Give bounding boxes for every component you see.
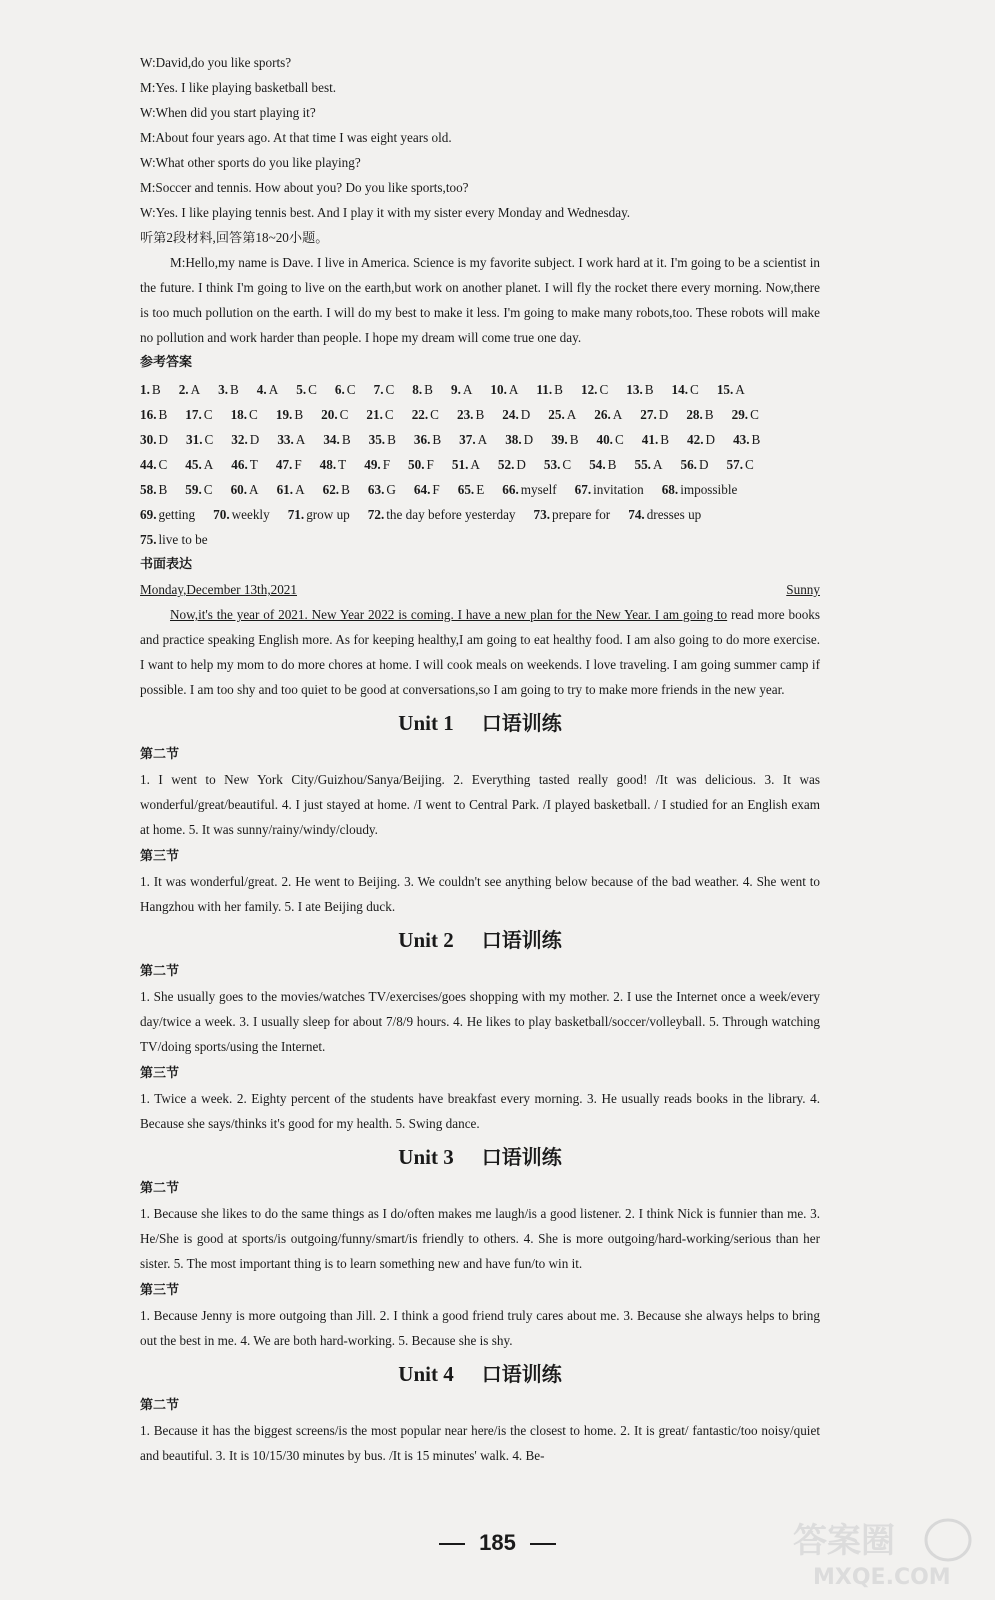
watermark-graphic	[926, 1520, 970, 1560]
answer-item	[140, 452, 167, 477]
answer-item	[231, 427, 259, 452]
answer-item	[213, 502, 270, 527]
answer-value: C	[750, 407, 759, 422]
answer-number: 11.	[536, 382, 553, 397]
answer-item	[335, 377, 356, 402]
answer-value: F	[432, 482, 440, 497]
answer-value: A	[612, 407, 623, 422]
answer-item	[323, 477, 350, 502]
answer-value: B	[607, 457, 617, 472]
answer-item	[364, 452, 390, 477]
answer-value: C	[599, 382, 609, 397]
answer-item	[408, 452, 434, 477]
answer-number: 45.	[185, 457, 202, 472]
dialogue-line: W:What other sports do you like playing?	[140, 155, 361, 170]
dash-left	[439, 1543, 465, 1545]
answer-number: 50.	[408, 457, 425, 472]
answer-value: A	[652, 457, 663, 472]
answer-value: D	[158, 432, 169, 447]
answer-number: 17.	[185, 407, 202, 422]
answer-number: 19.	[275, 407, 293, 422]
answer-item	[231, 452, 258, 477]
writing-author: Sunny	[786, 582, 820, 597]
answer-item	[296, 377, 317, 402]
answer-value: prepare for	[552, 507, 611, 522]
answer-value: B	[294, 407, 304, 422]
answer-item	[575, 477, 644, 502]
answer-value: D	[698, 457, 709, 472]
answer-value: C	[346, 382, 356, 397]
answer-value: C	[158, 457, 168, 472]
answer-item	[374, 377, 395, 402]
answer-value: the day before yesterday	[386, 507, 516, 522]
unit-label: Unit 4	[398, 1362, 454, 1386]
answer-item	[369, 427, 396, 452]
answer-number: 1.	[140, 382, 150, 397]
answer-item	[321, 402, 348, 427]
section-heading: 第三节	[140, 1283, 180, 1298]
answer-value: invitation	[593, 482, 644, 497]
answer-item	[634, 452, 662, 477]
section-text: 1. Twice a week. 2. Eighty percent of the students have breakfast every morning. 3. He usually reads books in the library. 4. Because she says/thinks it's good for my health. 5. Swing dance.	[140, 1091, 820, 1131]
answer-value: C	[308, 382, 317, 397]
answer-number: 37.	[459, 432, 476, 447]
answer-value: B	[475, 407, 485, 422]
answer-item	[140, 477, 167, 502]
answer-number: 15.	[716, 382, 734, 397]
answer-number: 38.	[505, 432, 522, 447]
answer-key	[140, 377, 820, 552]
answer-number: 12.	[580, 382, 598, 397]
answer-value: T	[338, 457, 347, 472]
answer-value: dresses up	[646, 507, 702, 522]
answer-value: B	[660, 432, 670, 447]
answer-item	[628, 502, 701, 527]
writing-first-line: Now,it's the year of 2021. New Year 2022 is coming. I have a new plan for the New Year. I am going to	[170, 607, 728, 622]
answer-value: D	[523, 432, 534, 447]
watermark-en: MXQE.COM	[813, 1565, 951, 1590]
material-2-heading: 听第2段材料,回答第18~20小题。	[140, 230, 329, 245]
answer-number: 29.	[731, 407, 749, 422]
answers-heading: 参考答案	[140, 355, 193, 370]
answer-value: weekly	[231, 507, 270, 522]
answer-number: 13.	[626, 382, 643, 397]
answer-value: C	[339, 407, 349, 422]
dialogue-line: W:David,do you like sports?	[140, 55, 292, 70]
answer-value: A	[295, 482, 305, 497]
answer-item	[534, 502, 611, 527]
answer-number: 30.	[140, 432, 157, 447]
answer-item	[687, 427, 715, 452]
answer-item	[626, 377, 653, 402]
answer-item	[412, 402, 439, 427]
answer-number: 51.	[451, 457, 469, 472]
answer-value: B	[554, 382, 563, 397]
answer-item	[186, 427, 213, 452]
dialogue	[140, 50, 820, 225]
unit-title	[140, 923, 820, 957]
answer-number: 52.	[497, 457, 515, 472]
answer-value: F	[426, 457, 434, 472]
page-number-text: 185	[479, 1530, 516, 1555]
unit-subtitle: 口语训练	[481, 1145, 562, 1169]
answer-number: 20.	[321, 407, 338, 422]
dialogue-line: M:Yes. I like playing basketball best.	[140, 80, 337, 95]
answer-number: 69.	[140, 507, 157, 522]
unit-subtitle: 口语训练	[481, 1362, 562, 1386]
answer-value: A	[508, 382, 519, 397]
answer-item	[459, 427, 487, 452]
answer-number: 65.	[457, 482, 475, 497]
section-text: 1. Because she likes to do the same things as I do/often makes me laugh/is a good listener. 2. I think Nick is funnier than me. 3. He/She is good at sports/is outgoing/funny/smart/is friendly to others. 4. She is more outgoing/hard-working/serious than her sister. 5. The most important thing is to learn something new and have fun/to win it.	[140, 1206, 820, 1271]
answer-value: C	[430, 407, 439, 422]
answer-item	[288, 502, 350, 527]
answer-item	[452, 452, 480, 477]
answer-number: 54.	[589, 457, 606, 472]
section-text: 1. She usually goes to the movies/watches TV/exercises/goes shopping with my mother. 2. I use the Internet once a week/every day/twice a week. 3. I usually sleep for about 7/8/9 hours. 4. He likes to play basketball/soccer/volleyball. 5. Through watching TV/doing sports/using the Internet.	[140, 989, 820, 1054]
answer-item	[257, 377, 278, 402]
answer-value: B	[644, 382, 654, 397]
section-heading: 第三节	[140, 849, 180, 864]
answer-item	[498, 452, 526, 477]
answer-item	[717, 377, 745, 402]
section-text: 1. Because Jenny is more outgoing than Jill. 2. I think a good friend truly cares about me. 3. Because she always helps to bring out the best in me. 4. We are both hard-working. 5. Because she is shy.	[140, 1308, 820, 1348]
answer-item	[548, 402, 576, 427]
answer-value: B	[569, 432, 579, 447]
answer-item	[581, 377, 608, 402]
answer-number: 23.	[456, 407, 474, 422]
answer-value: A	[477, 432, 488, 447]
answer-value: D	[249, 432, 260, 447]
answer-item	[277, 427, 305, 452]
answer-item	[727, 452, 754, 477]
answer-row	[140, 452, 820, 477]
answer-row	[140, 477, 820, 502]
answer-value: C	[249, 407, 258, 422]
writing-essay	[140, 602, 820, 702]
answer-item	[732, 402, 759, 427]
answer-value: B	[341, 482, 350, 497]
answer-number: 28.	[686, 407, 703, 422]
unit-label: Unit 1	[398, 711, 454, 735]
answer-item	[640, 402, 668, 427]
unit-subtitle: 口语训练	[481, 928, 562, 952]
answer-number: 68.	[661, 482, 679, 497]
answer-value: D	[516, 457, 526, 472]
answer-number: 10.	[490, 382, 507, 397]
answer-item	[323, 427, 350, 452]
answer-item	[185, 477, 212, 502]
answer-value: A	[470, 457, 480, 472]
answer-number: 58.	[140, 482, 157, 497]
answer-number: 16.	[140, 407, 157, 422]
answer-item	[502, 477, 556, 502]
answer-item	[680, 452, 708, 477]
answer-item	[140, 377, 161, 402]
section-heading: 第二节	[140, 1398, 180, 1413]
answer-item	[686, 402, 713, 427]
answer-item	[276, 452, 302, 477]
answer-number: 41.	[641, 432, 659, 447]
watermark-logo	[783, 1512, 983, 1592]
answer-item	[179, 377, 200, 402]
answer-row	[140, 377, 820, 402]
answer-number: 56.	[680, 457, 697, 472]
answer-item	[276, 402, 303, 427]
answer-number: 73.	[533, 507, 550, 522]
answer-item	[502, 402, 530, 427]
answer-item	[589, 452, 616, 477]
unit-label: Unit 3	[398, 1145, 454, 1169]
dialogue-line: W:When did you start playing it?	[140, 105, 316, 120]
writing-heading: 书面表达	[140, 557, 193, 572]
answer-item	[277, 477, 305, 502]
answer-item	[544, 452, 571, 477]
answer-value: getting	[158, 507, 196, 522]
answer-number: 40.	[596, 432, 613, 447]
page-content	[140, 50, 820, 1468]
answer-item	[414, 477, 440, 502]
answer-number: 39.	[551, 432, 568, 447]
answer-number: 5.	[296, 382, 307, 397]
answer-item	[536, 377, 563, 402]
answer-number: 75.	[140, 532, 157, 547]
answer-value: impossible	[680, 482, 738, 497]
answer-value: B	[387, 432, 396, 447]
answer-number: 42.	[687, 432, 704, 447]
answer-number: 63.	[367, 482, 385, 497]
answer-value: grow up	[306, 507, 350, 522]
unit-title	[140, 706, 820, 740]
answer-number: 25.	[548, 407, 565, 422]
answer-value: G	[386, 482, 396, 497]
answer-item	[451, 377, 472, 402]
answer-value: B	[230, 382, 239, 397]
answer-number: 9.	[450, 382, 461, 397]
answer-number: 46.	[231, 457, 248, 472]
answer-item	[140, 402, 167, 427]
answer-number: 64.	[413, 482, 431, 497]
answer-item	[231, 477, 259, 502]
answer-number: 72.	[367, 507, 385, 522]
answer-value: D	[705, 432, 716, 447]
answer-number: 44.	[140, 457, 157, 472]
answer-value: B	[158, 407, 168, 422]
answer-value: A	[735, 382, 745, 397]
answer-row	[140, 427, 820, 452]
answer-item	[218, 377, 239, 402]
answer-value: B	[704, 407, 714, 422]
answer-number: 14.	[671, 382, 689, 397]
answer-number: 61.	[276, 482, 294, 497]
answer-row	[140, 402, 820, 427]
units	[140, 706, 820, 1468]
answer-value: A	[268, 382, 279, 397]
answer-number: 35.	[368, 432, 386, 447]
answer-item	[733, 427, 760, 452]
section-text: 1. It was wonderful/great. 2. He went to Beijing. 3. We couldn't see anything below because of the bad weather. 4. She went to Hangzhou with her family. 5. I ate Beijing duck.	[140, 874, 820, 914]
answer-item	[505, 427, 533, 452]
answer-item	[594, 402, 622, 427]
answer-item	[185, 452, 213, 477]
answer-item	[457, 402, 484, 427]
answer-value: C	[690, 382, 699, 397]
answer-item	[231, 402, 258, 427]
answer-value: E	[476, 482, 485, 497]
answer-value: C	[385, 382, 395, 397]
answer-item	[412, 377, 433, 402]
answer-number: 26.	[594, 407, 611, 422]
answer-number: 22.	[411, 407, 429, 422]
answer-item	[551, 427, 578, 452]
answer-value: A	[203, 457, 214, 472]
dialogue-line: M:About four years ago. At that time I was eight years old.	[140, 130, 452, 145]
answer-value: C	[614, 432, 624, 447]
answer-value: D	[658, 407, 669, 422]
answer-number: 2.	[178, 382, 189, 397]
answer-item	[366, 402, 393, 427]
answer-number: 66.	[502, 482, 519, 497]
section-text: 1. I went to New York City/Guizhou/Sanya/Beijing. 2. Everything tasted really good! /It was delicious. 3. It was wonderful/great/beautiful. 4. I just stayed at home. /I went to Central Park. /I played basketball. / I studied for an English exam at home. 5. It was sunny/rainy/windy/cloudy.	[140, 772, 820, 837]
dialogue-line: M:Soccer and tennis. How about you? Do you like sports,too?	[140, 180, 469, 195]
section-heading: 第二节	[140, 964, 180, 979]
section-heading: 第三节	[140, 1066, 180, 1081]
answer-number: 6.	[334, 382, 345, 397]
answer-value: A	[295, 432, 306, 447]
section-heading: 第二节	[140, 747, 180, 762]
answer-number: 57.	[726, 457, 743, 472]
answer-item	[490, 377, 518, 402]
answer-number: 53.	[543, 457, 561, 472]
answer-number: 36.	[413, 432, 431, 447]
answer-value: D	[520, 407, 531, 422]
answer-number: 18.	[230, 407, 248, 422]
answer-item	[140, 502, 195, 527]
section-text: 1. Because it has the biggest screens/is the most popular near here/is the closest to home. 2. It is great/ fantastic/too noisy/quiet and beautiful. 3. It is 10/15/30 minutes by bus. /It is 15 minutes' walk. 4. Be-	[140, 1423, 820, 1463]
answer-value: B	[158, 482, 168, 497]
answer-item	[368, 477, 396, 502]
watermark-cn: 答案圈	[793, 1521, 895, 1561]
answer-number: 32.	[231, 432, 248, 447]
answer-value: C	[203, 482, 213, 497]
answer-value: B	[341, 432, 351, 447]
answer-value: B	[751, 432, 761, 447]
answer-number: 49.	[364, 457, 381, 472]
answer-number: 43.	[733, 432, 750, 447]
answer-value: A	[566, 407, 577, 422]
answer-number: 62.	[322, 482, 340, 497]
answer-item	[320, 452, 347, 477]
answer-item	[185, 402, 212, 427]
answer-number: 4.	[256, 382, 267, 397]
monologue-paragraph: M:Hello,my name is Dave. I live in America. Science is my favorite subject. I work hard at it. I'm going to be a scientist in the future. I think I'm going to live on the earth,but work on another planet. I will fly the rocket there every morning. Now,there is too much pollution on the earth. I will do my best to make it less. I'm going to make many robots,too. These robots will make no pollution and work harder than people. I hope my dream will come true one day.	[140, 255, 820, 345]
answer-number: 74.	[628, 507, 645, 522]
answer-value: C	[744, 457, 754, 472]
answer-item	[140, 427, 168, 452]
answer-number: 47.	[275, 457, 293, 472]
answer-value: live to be	[158, 532, 208, 547]
answer-value: B	[151, 382, 161, 397]
answer-number: 34.	[323, 432, 340, 447]
answer-value: C	[204, 432, 214, 447]
answer-row	[140, 502, 820, 527]
writing-body: read more books and practice speaking English more. As for keeping healthy,I am going to eat healthy food. I am also going to do more exercise. I want to help my mom to do more chores at home. I will cook meals on weekends. I love traveling. I am going summer camp if possible. I am too shy and too quiet to be good at conversations,so I am going to try to make more friends in the new year.	[140, 607, 821, 697]
dash-right	[530, 1543, 556, 1545]
answer-number: 59.	[185, 482, 202, 497]
section-heading: 第二节	[140, 1181, 180, 1196]
unit-title	[140, 1357, 820, 1391]
answer-row	[140, 527, 820, 552]
answer-item	[596, 427, 623, 452]
answer-value: C	[384, 407, 394, 422]
answer-number: 31.	[186, 432, 203, 447]
unit-label: Unit 2	[398, 928, 454, 952]
answer-value: A	[462, 382, 473, 397]
answer-number: 24.	[502, 407, 519, 422]
answer-number: 60.	[230, 482, 248, 497]
answer-item	[672, 377, 699, 402]
answer-value: A	[190, 382, 201, 397]
answer-number: 67.	[574, 482, 592, 497]
answer-value: myself	[520, 482, 557, 497]
answer-item	[642, 427, 669, 452]
answer-value: T	[249, 457, 258, 472]
answer-value: B	[424, 382, 433, 397]
answer-number: 55.	[634, 457, 651, 472]
answer-item	[662, 477, 738, 502]
answer-item	[458, 477, 485, 502]
answer-item	[368, 502, 516, 527]
answer-number: 7.	[373, 382, 384, 397]
answer-number: 70.	[213, 507, 230, 522]
answer-number: 48.	[319, 457, 337, 472]
answer-number: 33.	[277, 432, 294, 447]
dialogue-line: W:Yes. I like playing tennis best. And I play it with my sister every Monday and Wednesday.	[140, 205, 631, 220]
answer-value: B	[432, 432, 442, 447]
writing-date: Monday,December 13th,2021	[140, 582, 297, 597]
answer-number: 8.	[412, 382, 423, 397]
answer-number: 21.	[366, 407, 383, 422]
unit-title	[140, 1140, 820, 1174]
answer-value: F	[382, 457, 391, 472]
answer-number: 71.	[287, 507, 305, 522]
unit-subtitle: 口语训练	[481, 711, 562, 735]
answer-item	[140, 527, 208, 552]
answer-number: 27.	[640, 407, 657, 422]
answer-value: C	[562, 457, 572, 472]
writing-header	[140, 577, 820, 602]
answer-value: A	[249, 482, 259, 497]
answer-number: 3.	[218, 382, 228, 397]
answer-item	[414, 427, 441, 452]
answer-value: C	[203, 407, 213, 422]
answer-value: F	[294, 457, 302, 472]
